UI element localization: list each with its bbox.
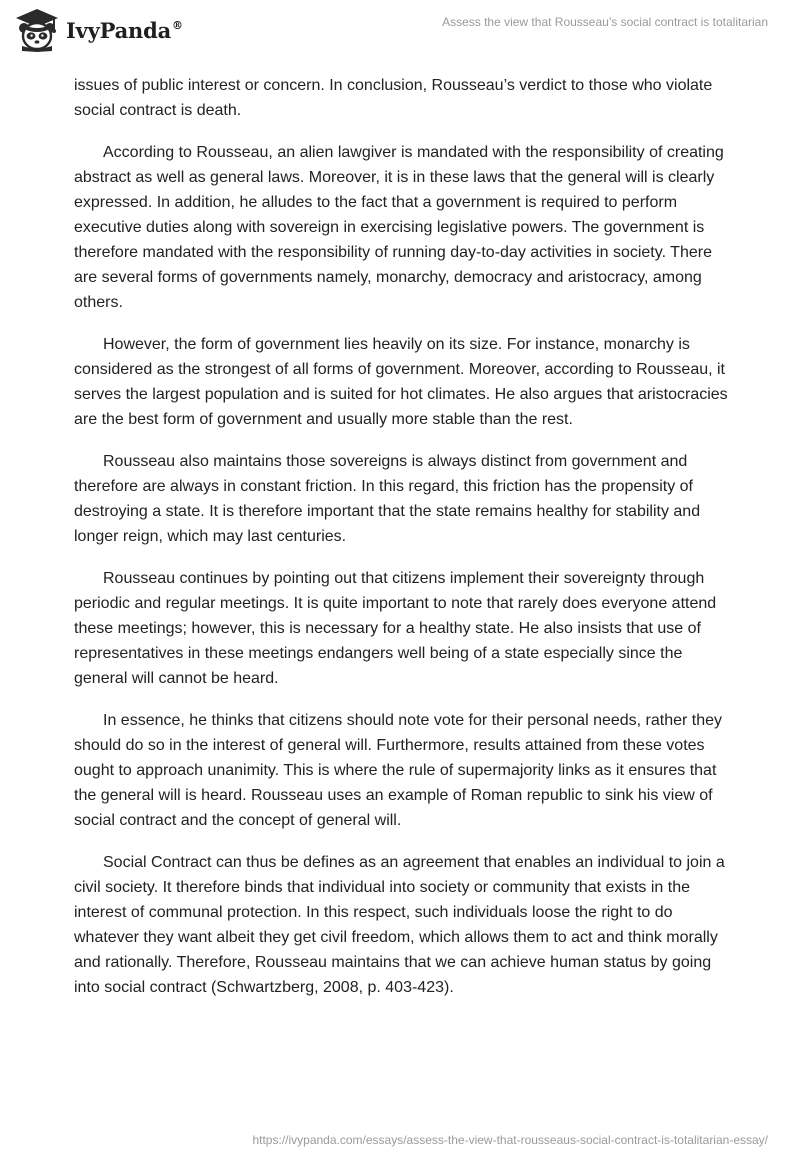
ivypanda-logo[interactable]	[14, 8, 183, 52]
essay-body	[74, 73, 734, 1017]
logo-wordmark: IvyPanda®	[66, 17, 183, 43]
paragraph: Social Contract can thus be defines as an agreement that enables an individual to join a civil society. It therefore binds that individual into society or community that exists in the interest of communal protection. In this respect, such individuals loose the right to do whatever they want albeit they get civil freedom, which allows them to act and think morally and rationally. Therefore, Rousseau maintains that we can achieve human status by going into social contract (Schwartzberg, 2008, p. 403-423).	[74, 854, 725, 996]
paragraph: Rousseau continues by pointing out that citizens implement their sovereignty through periodic and regular meetings. It is quite important to note that rarely does everyone attend these meetings; however, this is necessary for a healthy state. He also insists that use of representatives in these meetings endangers well being of a state especially since the general will cannot be heard.	[74, 570, 717, 687]
page-header	[0, 0, 800, 62]
document-title: Assess the view that Rousseau’s social contract is totalitarian	[442, 15, 768, 29]
source-url[interactable]: https://ivypanda.com/essays/assess-the-view-that-rousseaus-social-contract-is-totalitarian-essay/	[252, 1133, 768, 1147]
paragraph: Rousseau also maintains those sovereigns is always distinct from government and therefore are always in constant friction. In this regard, this friction has the propensity of destroying a state. It is therefore important that the state remains healthy for stability and longer reign, which may last centuries.	[74, 453, 701, 545]
paragraph: However, the form of government lies heavily on its size. For instance, monarchy is considered as the strongest of all forms of government. Moreover, according to Rousseau, it serves the largest population and is suited for hot climates. He also argues that aristocracies are the best form of government and usually more stable than the rest.	[74, 336, 728, 428]
paragraph-continued: issues of public interest or concern. In conclusion, Rousseau’s verdict to those who violate social contract is death.	[74, 77, 713, 119]
registered-mark: ®	[172, 18, 183, 32]
panda-graduate-icon	[14, 8, 60, 52]
paragraph: In essence, he thinks that citizens should note vote for their personal needs, rather they should do so in the interest of general will. Furthermore, results attained from these votes ought to approach unanimity. This is where the rule of supermajority links as it ensures that the general will is heard. Rousseau uses an example of Roman republic to sink his view of social contract and the concept of general will.	[74, 712, 723, 829]
paragraph: According to Rousseau, an alien lawgiver is mandated with the responsibility of creating abstract as well as general laws. Moreover, it is in these laws that the general will is clearly expressed. In addition, he alludes to the fact that a government is required to perform executive duties along with sovereign in exercising legislative powers. The government is therefore mandated with the responsibility of running day-to-day activities in society. There are several forms of governments namely, monarchy, democracy and aristocracy, among others.	[74, 144, 724, 311]
